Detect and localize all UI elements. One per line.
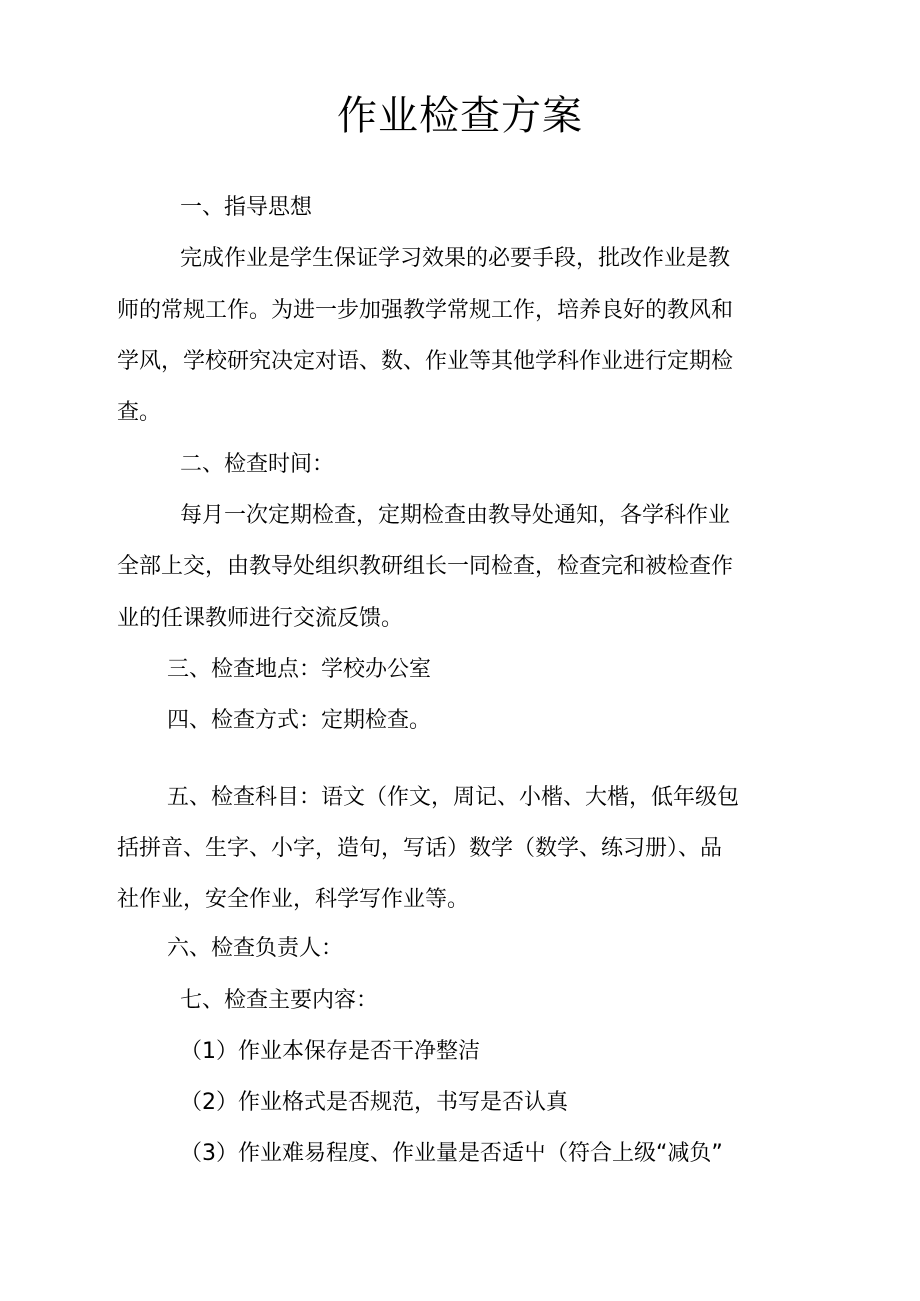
paragraph-line: 全部上交，由教导处组织教研组长一同检查，检查完和被检查作 [117,554,734,579]
section-heading-inspection-method: 四、检查方式：定期检查。 [167,708,432,733]
paragraph-line: 完成作业是学生保证学习效果的必要手段，批改作业是教 [180,246,731,271]
paragraph-line: 社作业，安全作业，科学写作业等。 [117,887,470,912]
list-item: （3）作业难易程度、作业量是否适屮（符合上级“减负” [180,1141,723,1166]
paragraph-line: 括拼音、生字、小字，造句，写话）数学（数学、练习册）、品 [117,836,723,861]
section-heading-inspection-time: 二、检查时间： [180,452,335,477]
paragraph-line: 学风，学校研究决定对语、数、作业等其他学科作业进行定期检 [117,349,734,374]
section-heading-inspection-subjects: 五、检查科目：语文（作文，周记、小楷、大楷，低年级包 [167,785,740,810]
list-item: （1）作业本保存是否干净整洁 [180,1039,480,1064]
paragraph-line: 师的常规工作。为进一步加强教学常规工作，培养良好的教风和 [117,298,734,323]
section-heading-inspection-lead: 六、检查负责人： [167,936,344,961]
section-heading-guiding-ideology: 一、指导思想 [180,195,313,220]
document-title: 作业检查方案 [337,93,583,139]
section-heading-inspection-location: 三、检查地点：学校办公室 [167,657,432,682]
paragraph-line: 查。 [117,400,162,425]
paragraph-line: 业的任课教师进行交流反馈。 [117,606,404,631]
list-item: （2）作业格式是否规范，书写是否认真 [180,1090,568,1115]
paragraph-line: 每月一次定期检查，定期检查由教导处通知，各学科作业 [180,503,731,528]
section-heading-inspection-content: 七、检查主要内容： [180,988,379,1013]
